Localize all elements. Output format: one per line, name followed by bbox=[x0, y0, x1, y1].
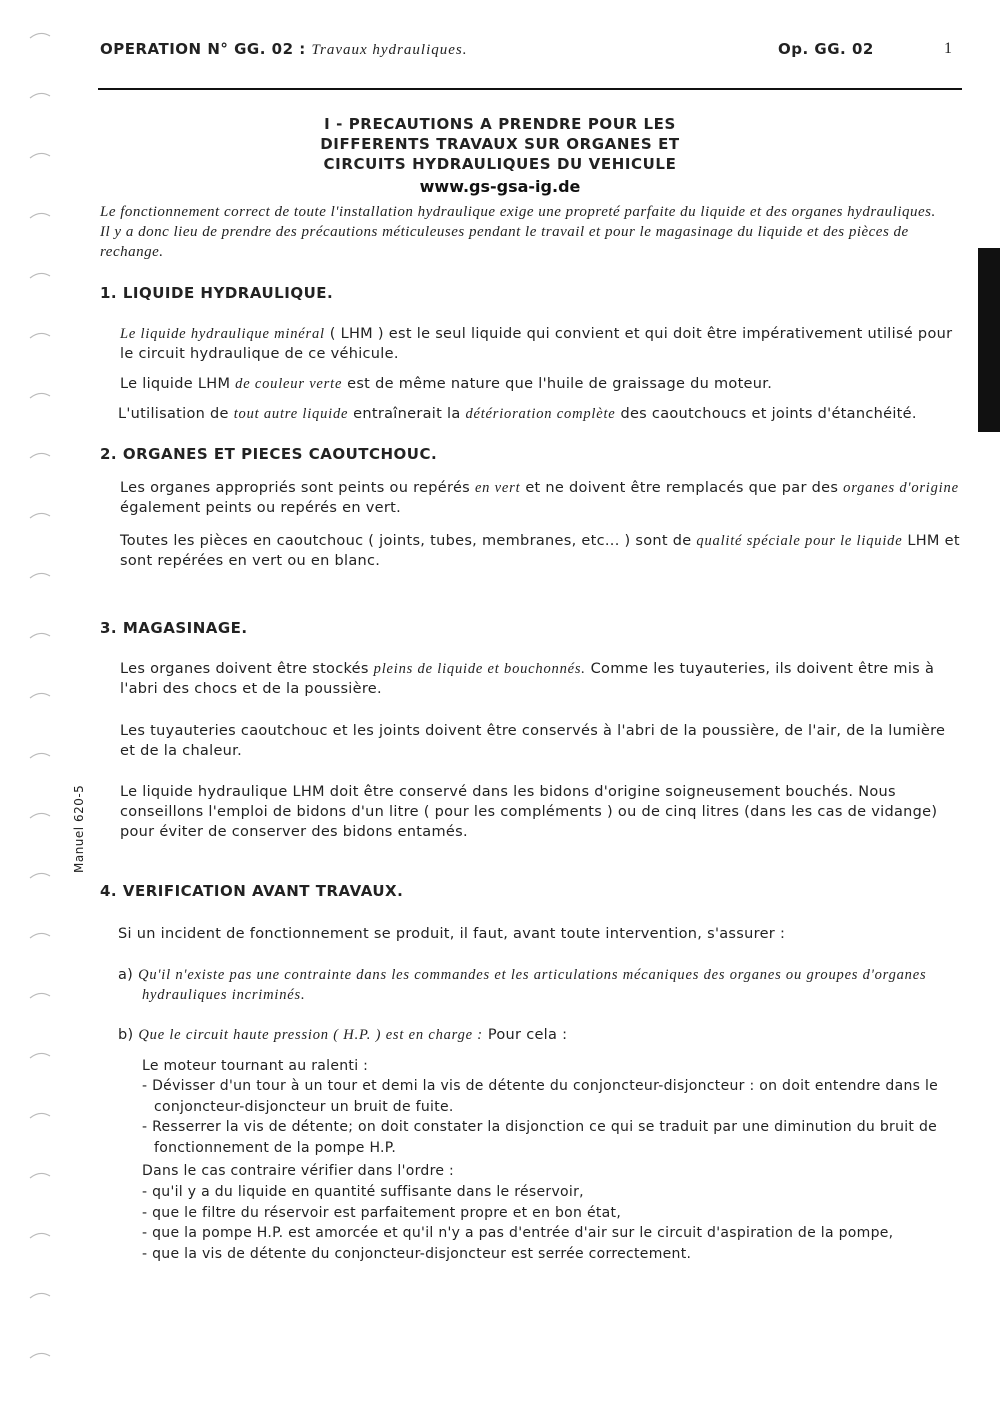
text: Les organes doivent être stockés bbox=[120, 661, 374, 677]
text: LHM et sont repérées en vert ou en blanc. bbox=[120, 533, 960, 569]
operation-ref: Op. GG. 02 bbox=[778, 40, 874, 58]
section-2-paragraph-1 bbox=[120, 478, 960, 518]
text: est de même nature que l'huile de graissage du moteur. bbox=[342, 376, 773, 392]
check-item-a bbox=[118, 965, 982, 1005]
text: entraînerait la bbox=[348, 406, 466, 422]
emphasis: Le liquide hydraulique minéral bbox=[120, 326, 325, 342]
page-title bbox=[280, 114, 720, 174]
section-tab-marker bbox=[978, 248, 1000, 432]
section-2-heading: 2. ORGANES ET PIECES CAOUTCHOUC. bbox=[100, 445, 438, 463]
text: et ne doivent être remplacés que par des bbox=[520, 480, 844, 496]
contrary-case-line: Dans le cas contraire vérifier dans l'ordre : bbox=[142, 1163, 455, 1179]
header-rule bbox=[98, 88, 962, 90]
list-item: - que le filtre du réservoir est parfaitement propre et en bon état, bbox=[142, 1204, 622, 1221]
manual-reference-label bbox=[72, 785, 92, 875]
section-3-paragraph-1 bbox=[120, 659, 960, 699]
item-label: a) bbox=[118, 967, 139, 983]
title-line: I - PRECAUTIONS A PRENDRE POUR LES bbox=[324, 115, 676, 133]
section-4-intro: Si un incident de fonctionnement se produit, il faut, avant toute intervention, s'assurer : bbox=[118, 926, 786, 942]
section-1-paragraph-1 bbox=[120, 324, 960, 364]
emphasis: en vert bbox=[474, 480, 521, 496]
text: ( LHM ) est le seul liquide qui convient et qui doit être impérativement utilisé pour le circuit hydraulique de ce véhicule. bbox=[120, 326, 953, 362]
text: Pour cela : bbox=[482, 1027, 568, 1043]
section-3-heading: 3. MAGASINAGE. bbox=[100, 619, 248, 637]
list-item: - que la vis de détente du conjoncteur-disjoncteur est serrée correctement. bbox=[142, 1245, 692, 1262]
emphasis: qualité spéciale pour le liquide bbox=[696, 533, 903, 549]
section-3-paragraph-3: Le liquide hydraulique LHM doit être conservé dans les bidons d'origine soigneusement bouchés. Nous conseillons l'emploi de bidons d'un litre ( pour les compléments ) ou de cinq litres (dans les cas de vidange) pour éviter de conserver des bidons entamés. bbox=[120, 784, 938, 840]
emphasis: tout autre liquide bbox=[233, 406, 349, 422]
operation-header bbox=[100, 40, 467, 59]
emphasis: de couleur verte bbox=[235, 376, 343, 392]
procedure-step: - Dévisser d'un tour à un tour et demi la vis de détente du conjoncteur-disjoncteur : on doit entendre dans le conjoncteur-disjoncteur un bruit de fuite. bbox=[142, 1078, 939, 1115]
operation-title: Travaux hydrauliques. bbox=[311, 42, 468, 58]
text: également peints ou repérés en vert. bbox=[120, 500, 402, 516]
text: Le liquide LHM bbox=[120, 376, 236, 392]
section-2-paragraph-2 bbox=[120, 531, 960, 571]
section-1-paragraph-2 bbox=[120, 374, 960, 394]
section-3-paragraph-2: Les tuyauteries caoutchouc et les joints doivent être conservés à l'abri de la poussière, de l'air, de la lumière et de la chaleur. bbox=[120, 723, 946, 759]
section-4-heading: 4. VERIFICATION AVANT TRAVAUX. bbox=[100, 882, 404, 900]
emphasis: organes d'origine bbox=[843, 480, 959, 496]
page-number: 1 bbox=[944, 40, 952, 57]
emphasis: détérioration complète bbox=[465, 406, 616, 422]
section-1-heading: 1. LIQUIDE HYDRAULIQUE. bbox=[100, 284, 334, 302]
website-link[interactable]: www.gs-gsa-ig.de bbox=[419, 177, 581, 196]
item-label: b) bbox=[118, 1027, 139, 1043]
manual-reference-text: Manuel 620-5 bbox=[72, 784, 86, 873]
emphasis: Qu'il n'existe pas une contrainte dans les commandes et les articulations mécaniques des organes ou groupes d'organes hydrauliques incriminés. bbox=[138, 967, 927, 1003]
title-line: DIFFERENTS TRAVAUX SUR ORGANES ET bbox=[320, 135, 680, 153]
verification-list bbox=[142, 1182, 957, 1264]
section-1-paragraph-3 bbox=[118, 404, 968, 424]
procedure-step: - Resserrer la vis de détente; on doit constater la disjonction ce qui se traduit par une diminution du bruit de fonctionnement de la pompe H.P. bbox=[142, 1119, 938, 1156]
binder-hole-marks bbox=[20, 20, 60, 1400]
text: Les organes appropriés sont peints ou repérés bbox=[120, 480, 475, 496]
list-item: - qu'il y a du liquide en quantité suffisante dans le réservoir, bbox=[142, 1184, 584, 1200]
text: Comme les tuyauteries, ils doivent être mis à l'abri des chocs et de la poussière. bbox=[120, 661, 935, 697]
check-item-b bbox=[118, 1025, 963, 1045]
list-item: - que la pompe H.P. est amorcée et qu'il n'y a pas d'entrée d'air sur le circuit d'aspiration de la pompe, bbox=[142, 1225, 894, 1241]
emphasis: Que le circuit haute pression ( H.P. ) est en charge : bbox=[138, 1027, 483, 1043]
engine-idle-line: Le moteur tournant au ralenti : bbox=[142, 1058, 369, 1074]
procedure-steps bbox=[142, 1076, 957, 1158]
text: des caoutchoucs et joints d'étanchéité. bbox=[615, 406, 917, 422]
operation-number: OPERATION N° GG. 02 : bbox=[100, 40, 306, 58]
text: L'utilisation de bbox=[118, 406, 234, 422]
title-line: CIRCUITS HYDRAULIQUES DU VEHICULE bbox=[323, 155, 677, 173]
intro-paragraph: Le fonctionnement correct de toute l'installation hydraulique exige une propreté parfaite du liquide et des organes hydrauliques. Il y a donc lieu de prendre des précautions méticuleuses pendant le travail et pour le magasinage du liquide et des pièces de rechange. bbox=[100, 204, 936, 260]
emphasis: pleins de liquide et bouchonnés. bbox=[373, 661, 586, 677]
text: Toutes les pièces en caoutchouc ( joints, tubes, membranes, etc... ) sont de bbox=[120, 533, 697, 549]
